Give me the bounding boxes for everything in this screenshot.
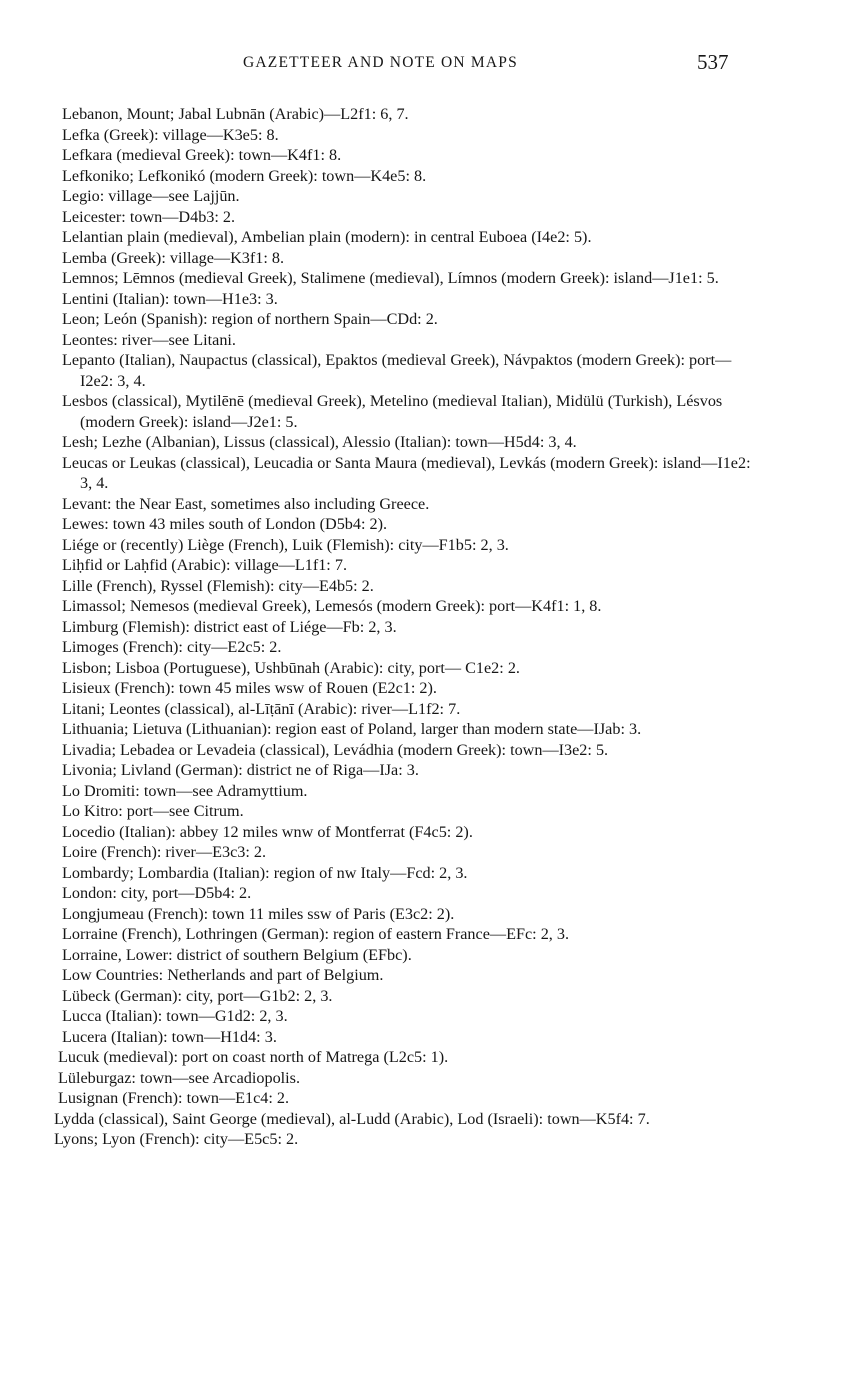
gazetteer-entry: Livadia; Lebadea or Levadeia (classical), Levádhia (modern Greek): town—I3e2: 5. [62, 740, 609, 759]
gazetteer-entry: Lyons; Lyon (French): city—E5c5: 2. [54, 1130, 299, 1148]
gazetteer-entry: Lüleburgaz: town—see Arcadiopolis. [58, 1068, 301, 1087]
gazetteer-entry: Lithuania; Lietuva (Lithuanian): region east of Poland, larger than modern state—IJab: 3. [62, 720, 642, 738]
gazetteer-entry: Lefkoniko; Lefkonikó (modern Greek): town—K4e5: 8. [62, 166, 427, 185]
gazetteer-entries [54, 104, 752, 1150]
gazetteer-entry: Lucuk (medieval): port on coast north of Matrega (L2c5: 1). [58, 1048, 449, 1066]
gazetteer-entry: Longjumeau (French): town 11 miles ssw of Paris (E3c2: 2). [62, 904, 455, 923]
gazetteer-entry: Lefka (Greek): village—K3e5: 8. [62, 125, 279, 144]
gazetteer-entry: Leon; León (Spanish): region of northern Spain—CDd: 2. [62, 310, 438, 328]
gazetteer-entry: Lübeck (German): city, port—G1b2: 2, 3. [62, 986, 333, 1005]
gazetteer-entry: Limburg (Flemish): district east of Liége—Fb: 2, 3. [62, 617, 397, 636]
gazetteer-entry: Lelantian plain (medieval), Ambelian plain (modern): in central Euboea (I4e2: 5). [62, 228, 592, 246]
gazetteer-entry: Lemba (Greek): village—K3f1: 8. [62, 248, 285, 267]
gazetteer-entry: Levant: the Near East, sometimes also including Greece. [62, 494, 430, 513]
gazetteer-entry: Leontes: river—see Litani. [62, 330, 236, 349]
gazetteer-entry: Lusignan (French): town—E1c4: 2. [58, 1089, 290, 1107]
gazetteer-entry: Locedio (Italian): abbey 12 miles wnw of Montferrat (F4c5: 2). [62, 822, 473, 841]
gazetteer-entry: Lemnos; Lēmnos (medieval Greek), Stalimene (medieval), Límnos (modern Greek): island—J1e1: 5. [62, 269, 719, 287]
gazetteer-entry: Lesh; Lezhe (Albanian), Lissus (classical), Alessio (Italian): town—H5d4: 3, 4. [62, 433, 577, 451]
gazetteer-entry: Lille (French), Ryssel (Flemish): city—E4b5: 2. [62, 576, 374, 595]
gazetteer-entry: Lentini (Italian): town—H1e3: 3. [62, 289, 278, 308]
running-title: GAZETTEER AND NOTE ON MAPS [243, 54, 518, 71]
gazetteer-entry: Lo Kitro: port—see Citrum. [62, 802, 244, 820]
gazetteer-entry: Legio: village—see Lajjūn. [62, 187, 240, 205]
gazetteer-entry: Lewes: town 43 miles south of London (D5b4: 2). [62, 515, 388, 533]
page-number: 537 [697, 50, 729, 74]
gazetteer-entry: Lesbos (classical), Mytilēnē (medieval Greek), Metelino (medieval Italian), Midülü (Turkish), Lésvos (modern Greek): island—J2e1: 5. [62, 392, 723, 431]
gazetteer-entry: Lorraine, Lower: district of southern Belgium (EFbc). [62, 945, 412, 964]
gazetteer-entry: Limoges (French): city—E2c5: 2. [62, 638, 282, 656]
gazetteer-entry: Lombardy; Lombardia (Italian): region of nw Italy—Fcd: 2, 3. [62, 863, 468, 882]
gazetteer-entry: Litani; Leontes (classical), al-Līṭānī (Arabic): river—L1f2: 7. [62, 699, 461, 718]
gazetteer-entry: Lucca (Italian): town—G1d2: 2, 3. [62, 1007, 288, 1025]
gazetteer-entry: Lisieux (French): town 45 miles wsw of Rouen (E2c1: 2). [62, 679, 437, 697]
gazetteer-entry: Lucera (Italian): town—H1d4: 3. [62, 1027, 277, 1046]
gazetteer-entry: Lo Dromiti: town—see Adramyttium. [62, 781, 308, 800]
gazetteer-entry: Lepanto (Italian), Naupactus (classical), Epaktos (medieval Greek), Návpaktos (modern Greek): port—I2e2: 3, 4. [62, 351, 732, 390]
gazetteer-entry: Livonia; Livland (German): district ne of Riga—IJa: 3. [62, 761, 419, 779]
gazetteer-entry: Lydda (classical), Saint George (medieval), al-Ludd (Arabic), Lod (Israeli): town—K5f4: 7. [54, 1109, 650, 1128]
gazetteer-entry: London: city, port—D5b4: 2. [62, 884, 252, 902]
gazetteer-entry: Loire (French): river—E3c3: 2. [62, 843, 267, 861]
gazetteer-entry: Liḥfid or Laḥfid (Arabic): village—L1f1: 7. [62, 556, 347, 574]
gazetteer-entry: Lefkara (medieval Greek): town—K4f1: 8. [62, 146, 342, 164]
gazetteer-entry: Liége or (recently) Liège (French), Luik (Flemish): city—F1b5: 2, 3. [62, 535, 509, 554]
gazetteer-entry: Lebanon, Mount; Jabal Lubnān (Arabic)—L2f1: 6, 7. [62, 105, 409, 123]
gazetteer-entry: Lorraine (French), Lothringen (German): region of eastern France—EFc: 2, 3. [62, 925, 570, 943]
gazetteer-entry: Leucas or Leukas (classical), Leucadia or Santa Maura (medieval), Levkás (modern Greek): island—I1e2: 3, 4. [62, 453, 751, 492]
gazetteer-entry: Leicester: town—D4b3: 2. [62, 207, 236, 226]
gazetteer-entry: Lisbon; Lisboa (Portuguese), Ushbūnah (Arabic): city, port— C1e2: 2. [62, 658, 520, 677]
gazetteer-entry: Limassol; Nemesos (medieval Greek), Lemesós (modern Greek): port—K4f1: 1, 8. [62, 597, 602, 615]
gazetteer-entry: Low Countries: Netherlands and part of Belgium. [62, 966, 384, 984]
